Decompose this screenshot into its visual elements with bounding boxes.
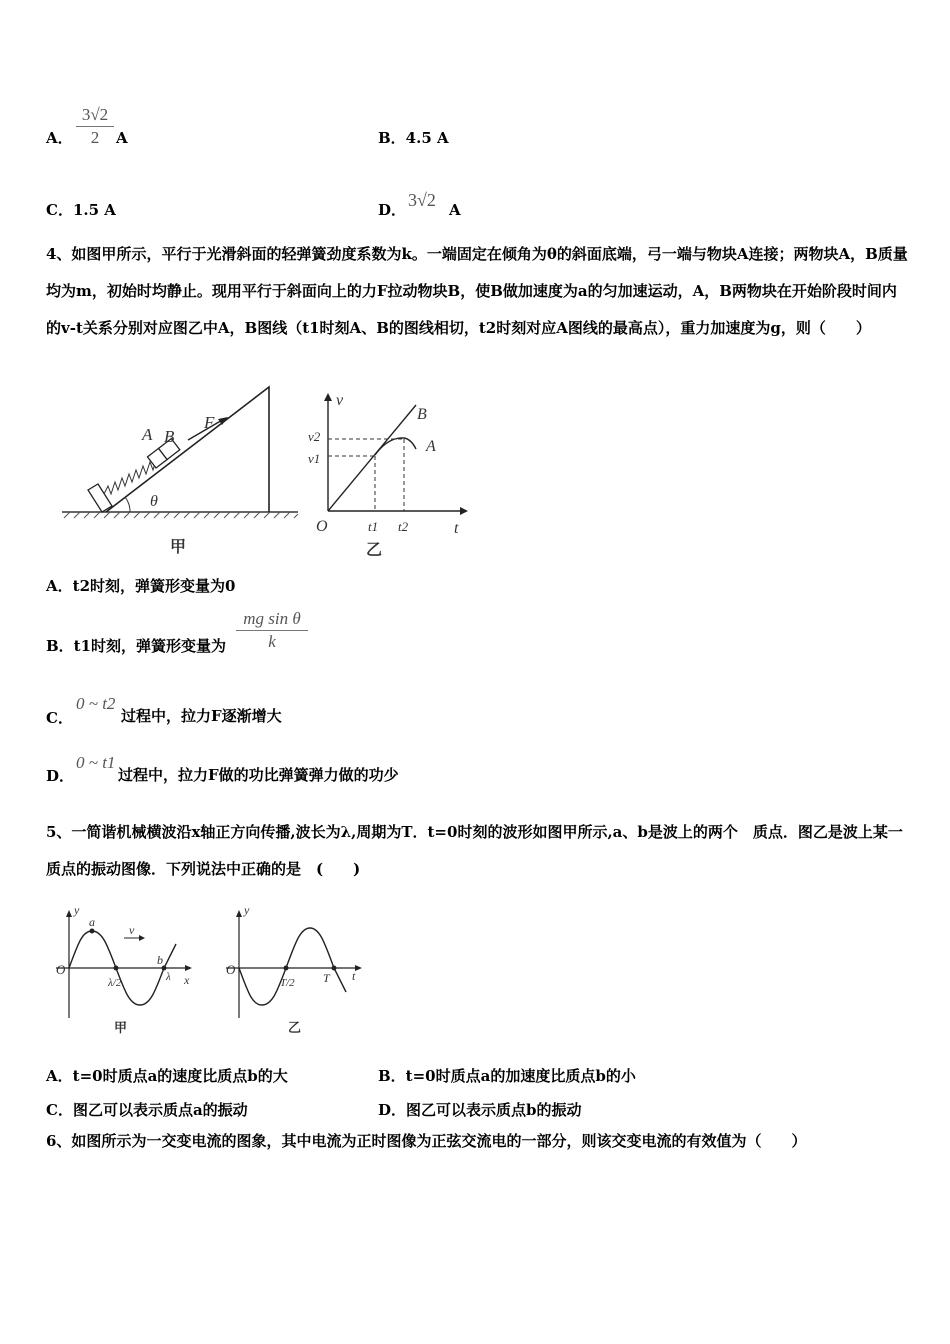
point-a-dot [90, 929, 95, 934]
label-o: O [226, 962, 236, 977]
caption-jia: 甲 [114, 1021, 128, 1036]
angle-arc [125, 497, 130, 512]
label-f: F [204, 413, 215, 432]
osc-curve [239, 928, 346, 1005]
t-axis-arrow [460, 507, 468, 515]
v-axis-arrow [324, 393, 332, 401]
caption-jia: 甲 [170, 537, 187, 556]
label-curve-a: A [426, 438, 436, 455]
q3-option-d-letter: D． [378, 201, 407, 219]
label-origin: O [316, 518, 328, 535]
q4-option-c-letter: C． [46, 709, 73, 727]
q4-figure-incline [58, 380, 302, 560]
q5-option-b: B．t=0时质点a的加速度比质点b的小 [378, 1067, 636, 1085]
q4-option-c-text: 过程中，拉力F逐渐增大 [121, 707, 282, 725]
q3-option-d-math: 3√2 [408, 190, 436, 210]
incline-slope [106, 387, 269, 512]
caption-yi: 乙 [366, 540, 383, 559]
half-lambda-dot [114, 966, 119, 971]
velocity-arrowhead [139, 935, 145, 941]
force-arrowhead [218, 417, 228, 425]
q4-option-b-denominator: k [268, 632, 276, 651]
label-b: B [164, 427, 175, 446]
label-theta: θ [150, 493, 158, 510]
q4-option-b-numerator: mg sin θ [243, 609, 301, 628]
label-v2: v2 [308, 429, 321, 444]
label-half-t: T/2 [280, 977, 295, 989]
wave-x-arrow [185, 965, 192, 971]
q3-option-c: C．1.5 A [46, 201, 116, 219]
q4-figure-vt-graph [306, 385, 476, 567]
q3-option-b: B．4.5 A [378, 129, 449, 147]
label-t1: t1 [368, 519, 379, 534]
label-x: x [184, 973, 190, 987]
label-period: T [323, 971, 330, 985]
q5-stem: 5、一简谐机械横波沿x轴正方向传播,波长为λ,周期为T．t=0时刻的波形如图甲所示,a、b是波上的两个 质点．图乙是波上某一质点的振动图像．下列说法中正确的是 ( ) [46, 823, 903, 878]
label-t2: t2 [398, 519, 409, 534]
q3-option-d-unit: A [449, 201, 461, 219]
q5-option-a: A．t=0时质点a的速度比质点b的大 [46, 1067, 288, 1085]
ground-hatching [64, 512, 298, 518]
label-y: y [74, 903, 80, 917]
guide-lines [328, 439, 404, 511]
q3-option-a-denominator: 2 [90, 128, 100, 147]
wave-y-arrow [66, 910, 72, 917]
label-v: v [129, 923, 135, 937]
q4-option-c-math: 0 ~ t2 [76, 694, 116, 713]
label-t: t [352, 969, 356, 983]
osc-t-arrow [355, 965, 362, 971]
label-lambda: λ [166, 971, 171, 983]
label-o: O [56, 962, 66, 977]
t-dot [332, 966, 337, 971]
label-t-axis: t [454, 520, 459, 537]
q5-figure-wave [52, 900, 200, 1040]
label-half-lambda: λ/2 [108, 977, 122, 989]
q3-option-a-fraction [76, 104, 114, 149]
q4-option-a: A．t2时刻，弹簧形变量为0 [46, 577, 236, 595]
line-b [328, 405, 416, 511]
q3-option-a-unit: A [116, 129, 128, 147]
q5-option-c: C．图乙可以表示质点a的振动 [46, 1101, 248, 1119]
q4-option-b-fraction [236, 608, 308, 653]
half-t-dot [284, 966, 289, 971]
q4-option-b-prefix: B．t1时刻，弹簧形变量为 [46, 637, 227, 655]
q3-option-a-letter: A． [46, 129, 73, 147]
label-a: a [89, 915, 95, 929]
label-curve-b: B [417, 406, 427, 423]
label-v1: v1 [308, 451, 321, 466]
label-y: y [244, 903, 250, 917]
q6-stem: 6、如图所示为一交变电流的图象，其中电流为正时图像为正弦交流电的一部分，则该交变电流的有效值为（ ） [46, 1132, 807, 1150]
label-v-axis: v [336, 392, 344, 409]
q4-option-d-letter: D． [46, 767, 75, 785]
label-b: b [157, 953, 163, 967]
caption-yi: 乙 [288, 1021, 302, 1036]
q4-stem: 4、如图甲所示，平行于光滑斜面的轻弹簧劲度系数为k。一端固定在倾角为θ的斜面底端，弓一端与物块A连接；两物块A，B质量均为m，初始时均静止。现用平行于斜面向上的力F拉动物块B，使B做加速度为a的匀加速运动，A，B两物块在开始阶段时间内的v-t关系分别对应图乙中A，B图线（t1时刻A、B的图线相切，t2时刻对应A图线的最高点），重力加速度为g，则（ ） [46, 245, 908, 337]
q5-figure-oscillation [222, 900, 372, 1040]
q4-option-d-math: 0 ~ t1 [76, 753, 116, 772]
spring [104, 460, 156, 494]
osc-y-arrow [236, 910, 242, 917]
q3-option-a-numerator: 3√2 [81, 105, 109, 124]
q5-option-d: D．图乙可以表示质点b的振动 [378, 1101, 582, 1119]
q4-option-d-text: 过程中，拉力F做的功比弹簧弹力做的功少 [118, 766, 399, 784]
label-a: A [142, 425, 153, 444]
